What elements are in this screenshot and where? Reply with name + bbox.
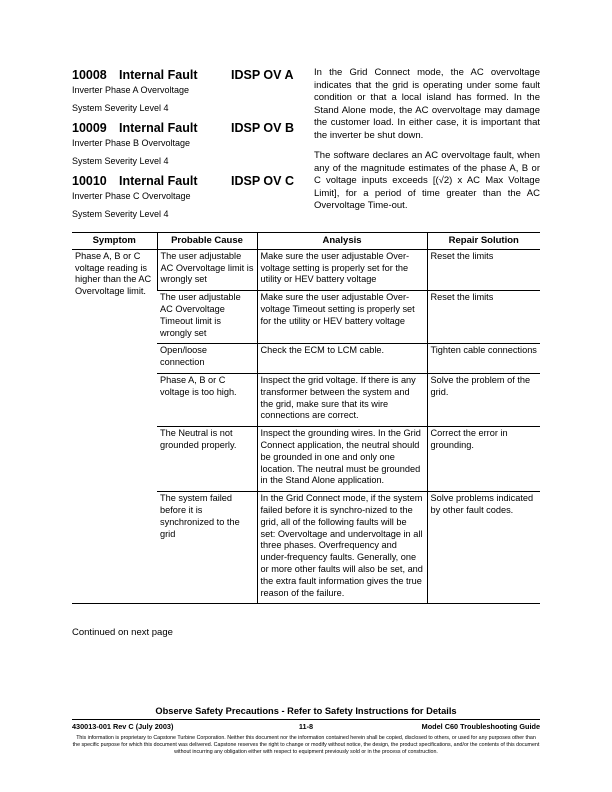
continued-note: Continued on next page [72,627,173,638]
fault-entry [72,174,297,220]
analysis-cell: Inspect the grid voltage. If there is any transformer between the system and the grid, make sure that its wire connections are correct. [257,373,427,426]
fault-entry [72,121,297,167]
cause-cell: The Neutral is not grounded properly. [157,427,257,492]
fault-severity: System Severity Level 4 [72,209,169,219]
fault-id: IDSP OV B [231,121,294,135]
solution-cell: Reset the limits [427,249,540,290]
fault-list [72,68,297,227]
analysis-cell: In the Grid Connect mode, if the system failed before it is synchro-nized to the grid, all of the following faults will be set: Overvoltage and undervoltage in all three phases. Overfrequency and under-frequency faults. Generally, one or more other faults will also be set, and the extra fault information gives the true reason of the failure. [257,492,427,604]
solution-cell: Solve the problem of the grid. [427,373,540,426]
fault-severity: System Severity Level 4 [72,103,169,113]
safety-footer: Observe Safety Precautions - Refer to Safety Instructions for Details [155,706,457,716]
solution-cell: Solve problems indicated by other fault codes. [427,492,540,604]
symptom-cell: Phase A, B or C voltage reading is higher than the AC Overvoltage limit. [72,249,157,604]
troubleshooting-table [72,232,540,604]
analysis-cell: Make sure the user adjustable Over-voltage setting is properly set for the utility or HEV battery voltage [257,249,427,290]
table-row [72,249,540,290]
header-cause: Probable Cause [157,233,257,250]
cause-cell: Open/loose connection [157,344,257,374]
intro-paragraph: The software declares an AC overvoltage fault, when any of the magnitude estimates of the phase A, B or C voltage inputs exceeds [(√2) x AC Max Voltage Limit], for a period of time greater than the AC Overvoltage Time-out. [314,150,540,211]
header-solution: Repair Solution [427,233,540,250]
header-symptom: Symptom [72,233,157,250]
cause-cell: The system failed before it is synchronized to the grid [157,492,257,604]
fault-id: IDSP OV A [231,68,294,82]
cause-cell: The user adjustable AC Overvoltage Timeout limit is wrongly set [157,291,257,344]
solution-cell: Correct the error in grounding. [427,427,540,492]
fault-title [72,174,297,189]
fault-title [72,68,297,83]
fault-id: IDSP OV C [231,174,294,188]
fault-name: Internal Fault [119,121,198,135]
fault-code: 10010 [72,174,107,188]
analysis-cell: Check the ECM to LCM cable. [257,344,427,374]
fault-name: Internal Fault [119,68,198,82]
fault-code: 10008 [72,68,107,82]
solution-cell: Tighten cable connections [427,344,540,374]
document-number: 430013-001 Rev C (July 2003) [72,722,174,731]
cause-cell: Phase A, B or C voltage is too high. [157,373,257,426]
header-analysis: Analysis [257,233,427,250]
analysis-cell: Inspect the grounding wires. In the Grid Connect application, the neutral should be grounded in one and only one location. The neutral must be grounded in the Stand Alone application. [257,427,427,492]
fault-name: Internal Fault [119,174,198,188]
page-number: 11-8 [298,722,314,731]
fault-description: Inverter Phase C Overvoltage [72,191,191,201]
intro-text [314,67,540,221]
solution-cell: Reset the limits [427,291,540,344]
cause-cell: The user adjustable AC Overvoltage limit is wrongly set [157,249,257,290]
fault-description: Inverter Phase B Overvoltage [72,138,191,148]
analysis-cell: Make sure the user adjustable Over-voltage Timeout setting is properly set for the utility or HEV battery voltage [257,291,427,344]
fault-code: 10009 [72,121,107,135]
fault-severity: System Severity Level 4 [72,156,169,166]
proprietary-notice: This information is proprietary to Capstone Turbine Corporation. Neither this document nor the information contained herein shall be copied, disclosed to others, or used for any purposes other than the specific purpose for which this document was delivered. Capstone reserves the right to change or modify without notice, the design, the product specifications, and/or the contents of this document without incurring any obligation either with respect to equipment previously sold or in the process of construction. [72,735,540,756]
fault-description: Inverter Phase A Overvoltage [72,85,190,95]
footer-divider [72,719,540,720]
fault-title [72,121,297,136]
fault-entry [72,68,297,114]
table-header-row [72,233,540,250]
intro-paragraph: In the Grid Connect mode, the AC overvoltage indicates that the grid is operating under some fault condition or that a local island has formed. In the Stand Alone mode, the AC overvoltage may damage the customer load. In either case, it is important that the inverter be shut down. [314,67,540,141]
guide-title: Model C60 Troubleshooting Guide [421,722,540,731]
